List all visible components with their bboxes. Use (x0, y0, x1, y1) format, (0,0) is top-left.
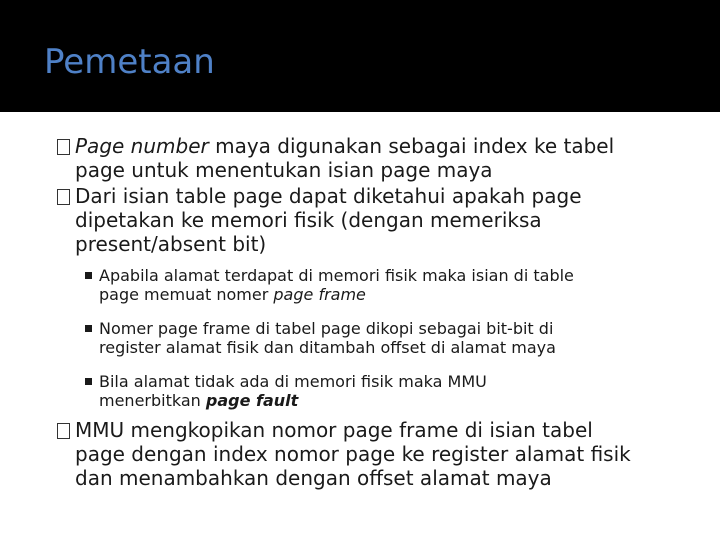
emphasis-text: page frame (273, 285, 366, 304)
bullet-line: Dari isian table page dapat diketahui apakah page (75, 184, 582, 208)
bullet-line: page untuk menentukan isian page maya (75, 158, 493, 182)
emphasis-text: Page number (75, 134, 209, 158)
filled-square-bullet-icon (85, 325, 92, 332)
subbullet-item-nomer-page-frame (99, 319, 556, 357)
subbullet-line (99, 285, 574, 304)
bullet-item-page-number (75, 134, 614, 182)
bullet-line (75, 134, 614, 158)
emphasis-text: page fault (205, 391, 299, 410)
subbullet-item-page-fault (99, 372, 487, 410)
bullet-line: present/absent bit) (75, 232, 267, 256)
bullet-line: dan menambahkan dengan offset alamat maya (75, 466, 552, 490)
subbullet-line: register alamat fisik dan ditambah offset di alamat maya (99, 338, 556, 357)
bullet-line: page dengan index nomor page ke register alamat fisik (75, 442, 631, 466)
bullet-line: dipetakan ke memori fisik (dengan memeriksa (75, 208, 542, 232)
subbullet-line: Bila alamat tidak ada di memori fisik maka MMU (99, 372, 487, 391)
subbullet-line: Nomer page frame di tabel page dikopi sebagai bit-bit di (99, 319, 554, 338)
slide-header (0, 0, 720, 112)
bullet-text: maya digunakan sebagai index ke tabel (208, 134, 615, 158)
bullet-item-mmu (75, 418, 631, 490)
slide-title: Pemetaan (44, 42, 215, 82)
filled-square-bullet-icon (85, 272, 92, 279)
slide-body (0, 112, 720, 540)
subbullet-item-alamat-terdapat (99, 266, 574, 304)
subbullet-line (99, 391, 487, 410)
filled-square-bullet-icon (85, 378, 92, 385)
subbullet-line: Apabila alamat terdapat di memori fisik maka isian di table (99, 266, 574, 285)
hollow-square-bullet-icon (57, 423, 70, 439)
subbullet-text: menerbitkan (99, 391, 206, 410)
subbullet-text: page memuat nomer (99, 285, 274, 304)
bullet-line: MMU mengkopikan nomor page frame di isian tabel (75, 418, 593, 442)
bullet-item-isian-table (75, 184, 582, 256)
hollow-square-bullet-icon (57, 139, 70, 155)
hollow-square-bullet-icon (57, 189, 70, 205)
